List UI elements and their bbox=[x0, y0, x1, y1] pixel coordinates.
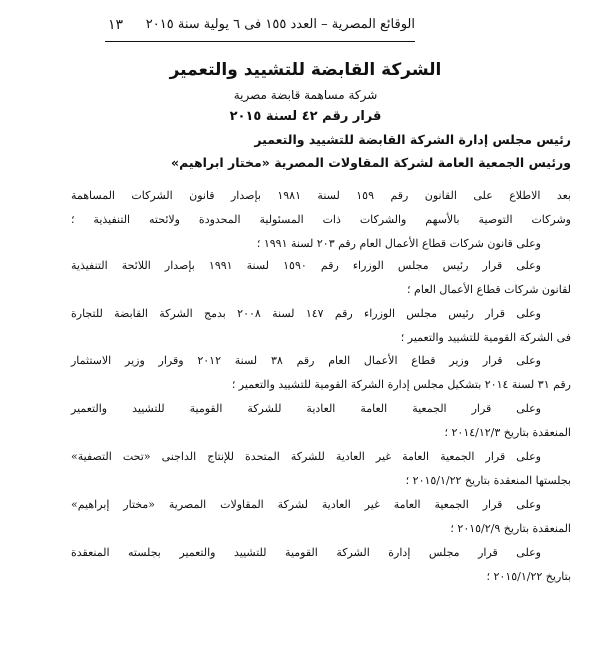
body-line: بعد الاطلاع على القانون رقم ١٥٩ لسنة ١٩٨١ بإصدار قانون الشركات المساهمة bbox=[71, 189, 571, 202]
body-line: وعلى قرار رئيس مجلس الوزراء رقم ١٥٩٠ لسنة ١٩٩١ بإصدار اللائحة التنفيذية bbox=[71, 259, 541, 272]
body-line: وعلى قرار وزير قطاع الأعمال العام رقم ٣٨ لسنة ٢٠١٢ وقرار وزير الاستثمار bbox=[71, 354, 541, 367]
header-divider bbox=[105, 41, 415, 42]
body-line: وعلى قرار الجمعية العامة غير العادية لشركة المقاولات المصرية «مختار إبراهيم» bbox=[71, 498, 541, 511]
issuer-line-1: رئيس مجلس إدارة الشركة القابضة للتشييد والتعمير bbox=[254, 132, 571, 147]
body-line: وعلى قرار الجمعية العامة غير العادية للشركة المتحدة للإنتاج الداجنى «تحت التصفية» bbox=[71, 450, 541, 463]
decree-number: قرار رقم ٤٢ لسنة ٢٠١٥ bbox=[229, 109, 382, 124]
company-type: شركة مساهمة قابضة مصرية bbox=[233, 88, 378, 102]
running-header: الوقائع المصرية – العدد ١٥٥ فى ٦ يولية سنة ٢٠١٥ bbox=[145, 17, 415, 32]
body-line: رقم ٣١ لسنة ٢٠١٤ بتشكيل مجلس إدارة الشركة القومية للتشييد والتعمير ؛ bbox=[231, 378, 571, 391]
body-line: فى الشركة القومية للتشييد والتعمير ؛ bbox=[400, 331, 571, 344]
page-number: ١٣ bbox=[108, 17, 124, 33]
body-line: وشركات التوصية بالأسهم والشركات ذات المسئولية المحدودة ولائحته التنفيذية ؛ bbox=[71, 213, 571, 226]
body-line: وعلى قرار مجلس إدارة الشركة القومية للتشييد والتعمير بجلسته المنعقدة bbox=[71, 546, 541, 559]
body-line: وعلى قرار الجمعية العامة العادية للشركة القومية للتشييد والتعمير bbox=[71, 402, 541, 415]
body-line: بجلستها المنعقدة بتاريخ ٢٠١٥/١/٢٢ ؛ bbox=[405, 474, 571, 487]
company-title: الشركة القابضة للتشييد والتعمير bbox=[169, 60, 442, 80]
body-line: وعلى قانون شركات قطاع الأعمال العام رقم ٢٠٣ لسنة ١٩٩١ ؛ bbox=[256, 237, 541, 250]
body-line: بتاريخ ٢٠١٥/١/٢٢ ؛ bbox=[486, 570, 571, 583]
body-line: لقانون شركات قطاع الأعمال العام ؛ bbox=[407, 283, 571, 296]
body-line: وعلى قرار رئيس مجلس الوزراء رقم ١٤٧ لسنة ٢٠٠٨ بدمج الشركة القابضة للتجارة bbox=[71, 307, 541, 320]
body-line: المنعقدة بتاريخ ٢٠١٥/٢/٩ ؛ bbox=[450, 522, 571, 535]
issuer-line-2: ورئيس الجمعية العامة لشركة المقاولات المصرية «مختار ابراهيم» bbox=[171, 155, 571, 170]
body-line: المنعقدة بتاريخ ٢٠١٤/١٢/٣ ؛ bbox=[444, 426, 571, 439]
